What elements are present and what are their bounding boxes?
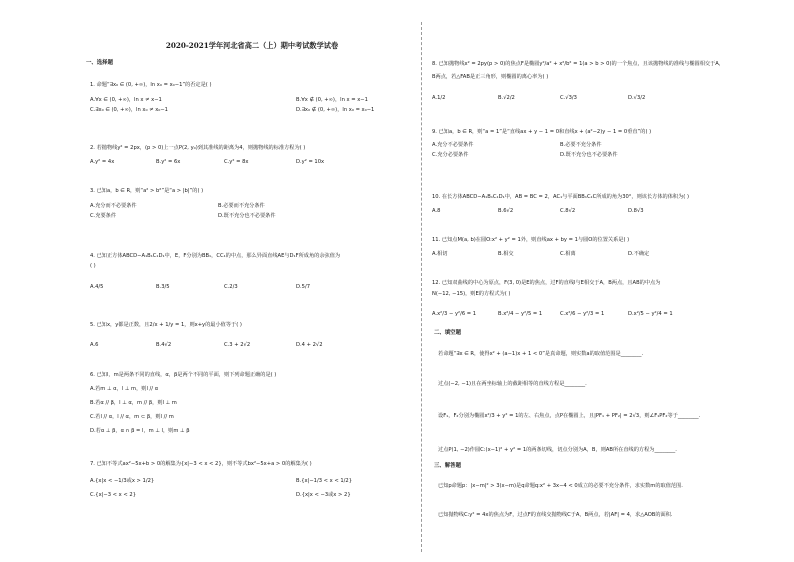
fill-question-2: 过点(−2, −1)且在两坐标轴上的截距相等的直线方程是________. [438, 381, 587, 387]
option-c: C.相离 [560, 251, 576, 257]
question-6: 6. 已知l，m是两条不同的直线，α，β是两个不同的平面，则下列命题正确的是( ) [90, 372, 277, 378]
question-3: 3. 已知a，b ∈ R，则“a² > b²”是“a > |b|”的( ) [90, 188, 204, 194]
option-c: C.充要条件 [90, 213, 117, 219]
option-a: A.充分而不必要条件 [90, 203, 137, 209]
fill-question-1: 若命题“∃x ∈ R，使得x² + (a−1)x + 1 < 0”是真命题，则实数a的取值范围是________. [438, 351, 644, 357]
solve-question-1: 已知p命题p：|x−m|² > 3(x−m)是q命题q:x² + 3x−4 < 0成立的必要不充分条件，求实数m的取值范围. [438, 483, 683, 489]
option-b: B.必要不充分条件 [560, 142, 602, 148]
fill-question-3: 设F₁，F₂分别为椭圆x²/3 + y² = 1的左、右焦点，点P在椭圆上，且|PF₁ + PF₂| = 2√3，则∠F₁PF₂等于________. [438, 413, 701, 419]
page-title: 2020-2021学年河北省高二（上）期中考试数学试卷 [165, 41, 339, 50]
option-c: C.√3/3 [560, 95, 577, 101]
question-8-cont: B两点，若△FAB是正三角形，则椭圆的离心率为( ) [432, 74, 549, 80]
option-d: D.√3/2 [628, 95, 646, 101]
option-b: B.3/5 [156, 284, 170, 290]
option-a: A.x²/3 − y²/6 = 1 [432, 311, 477, 317]
question-8: 8. 已知抛物线x² = 2py(p > 0)的焦点F是椭圆y²/a² + x²/b² = 1(a > b > 0)的一个焦点，且该抛物线的准线与椭圆相交于A， [432, 61, 724, 67]
question-9: 9. 已知a，b ∈ R，则“a = 1”是“直线ax + y − 1 = 0和直线x + (a²−2)y − 1 = 0垂直”的( ) [432, 129, 652, 135]
question-1: 1. 命题“∃x₀ ∈ (0, +∞)，ln x₀ = x₀−1”的否定是( ) [90, 82, 212, 88]
option-c: C.∃x₀ ∈ (0, +∞)，ln x₀ ≠ x₀−1 [90, 107, 168, 113]
question-4: 4. 已知正方体ABCD−A₁B₁C₁D₁中，E，F分别为BB₁，CC₁的中点，那么异面直线AE与D₁F所成角的余弦值为 [90, 253, 341, 259]
option-c: C.充分必要条件 [432, 152, 469, 158]
option-c: C.2/3 [224, 284, 238, 290]
column-divider [421, 22, 423, 552]
option-d: D.{x|x < −3或x > 2} [296, 492, 351, 498]
option-d: D.x²/5 − y²/4 = 1 [628, 311, 673, 317]
option-a: A.8 [432, 208, 441, 214]
section-fill-heading: 二、填空题 [434, 330, 461, 336]
question-4-paren: ( ) [90, 263, 96, 269]
question-12: 12. 已知双曲线的中心为原点，F(3, 0)是E的焦点，过F的直线l与E相交于A，B两点，且AB的中点为 [432, 280, 661, 286]
question-11: 11. 已知点M(a, b)在圆O:x² + y² = 1外，则直线ax + by = 1与圆O的位置关系是( ) [432, 237, 630, 243]
option-c: C.8√2 [560, 208, 576, 214]
option-a: A.4/5 [90, 284, 104, 290]
option-b: B.相交 [498, 251, 514, 257]
option-d: D.5/7 [296, 284, 310, 290]
option-a: A.6 [90, 342, 99, 348]
option-c: C.x²/6 − y²/3 = 1 [560, 311, 605, 317]
option-a: A.∀x ∈ (0, +∞)，ln x ≠ x−1 [90, 97, 162, 103]
solve-question-2: 已知抛物线C:y² = 4x的焦点为F，过点F的直线交抛物线C于A，B两点，若|AF| = 4，求△AOB的面积. [438, 512, 673, 518]
option-b: B.6√2 [498, 208, 514, 214]
option-b: B.x²/4 − y²/5 = 1 [498, 311, 543, 317]
option-d: D.既不充分也不必要条件 [560, 152, 618, 158]
option-c: C.y² = 8x [224, 159, 249, 165]
question-7: 7. 已知不等式ax²−5x+b > 0的解集为{x|−3 < x < 2}，则不等式bx²−5x+a > 0的解集为( ) [90, 461, 312, 467]
question-2: 2. 若抛物线y² = 2px，(p > 0)上一点P(2, y₀)到其准线的距离为4，则抛物线的标准方程为( ) [90, 145, 306, 151]
option-d: D.∃x₀ ∉ (0, +∞)，ln x₀ = x₀−1 [296, 107, 375, 113]
option-a: A.y² = 4x [90, 159, 115, 165]
option-b: B.y² = 6x [156, 159, 181, 165]
option-b: B.必要而不充分条件 [218, 203, 265, 209]
fill-question-4: 过点P(1, −2)作圆C:(x−1)² + y² = 1的两条切线，切点分别为A，B，则AB所在直线的方程为________. [438, 447, 677, 453]
question-10: 10. 在长方体ABCD−A₁B₁C₁D₁中，AB = BC = 2，AC₁与平面BB₁C₁C所成的角为30°，则该长方体的体积为( ) [432, 194, 689, 200]
option-b: B.4√2 [156, 342, 172, 348]
option-d: D.4 + 2√2 [296, 342, 323, 348]
question-12-cont: N(−12, −15)，则E的方程式为( ) [432, 291, 511, 297]
option-a: A.{x|x < −1/3或x > 1/2} [90, 478, 155, 484]
option-d: D.不确定 [628, 251, 650, 257]
option-d: D.若α ⊥ β，α ∩ β = l，m ⊥ l，则m ⊥ β [90, 428, 190, 434]
option-b: B.若α // β，l ⊥ α，m // β，则l ⊥ m [90, 400, 177, 406]
option-a: A.充分不必要条件 [432, 142, 474, 148]
option-d: D.既不充分也不必要条件 [218, 213, 276, 219]
option-a: A.相切 [432, 251, 448, 257]
section-solve-heading: 三、解答题 [434, 463, 461, 469]
question-5: 5. 已知x，y都是正数，且2/x + 1/y = 1，则x+y的最小值等于( ) [90, 322, 242, 328]
option-b: B.√2/2 [498, 95, 515, 101]
option-a: A.若m ⊥ α，l ⊥ m，则l // α [90, 386, 159, 392]
option-b: B.{x|−1/3 < x < 1/2} [296, 478, 353, 484]
option-d: D.8√3 [628, 208, 644, 214]
option-c: C.3 + 2√2 [224, 342, 251, 348]
option-a: A.1/2 [432, 95, 446, 101]
option-c: C.{x|−3 < x < 2} [90, 492, 136, 498]
option-d: D.y² = 10x [296, 159, 325, 165]
option-c: C.若l // α，l // α，m ⊂ β，则l // m [90, 414, 174, 420]
option-b: B.∀x ∉ (0, +∞)，ln x = x−1 [296, 97, 368, 103]
section-choice-heading: 一、选择题 [86, 60, 113, 66]
